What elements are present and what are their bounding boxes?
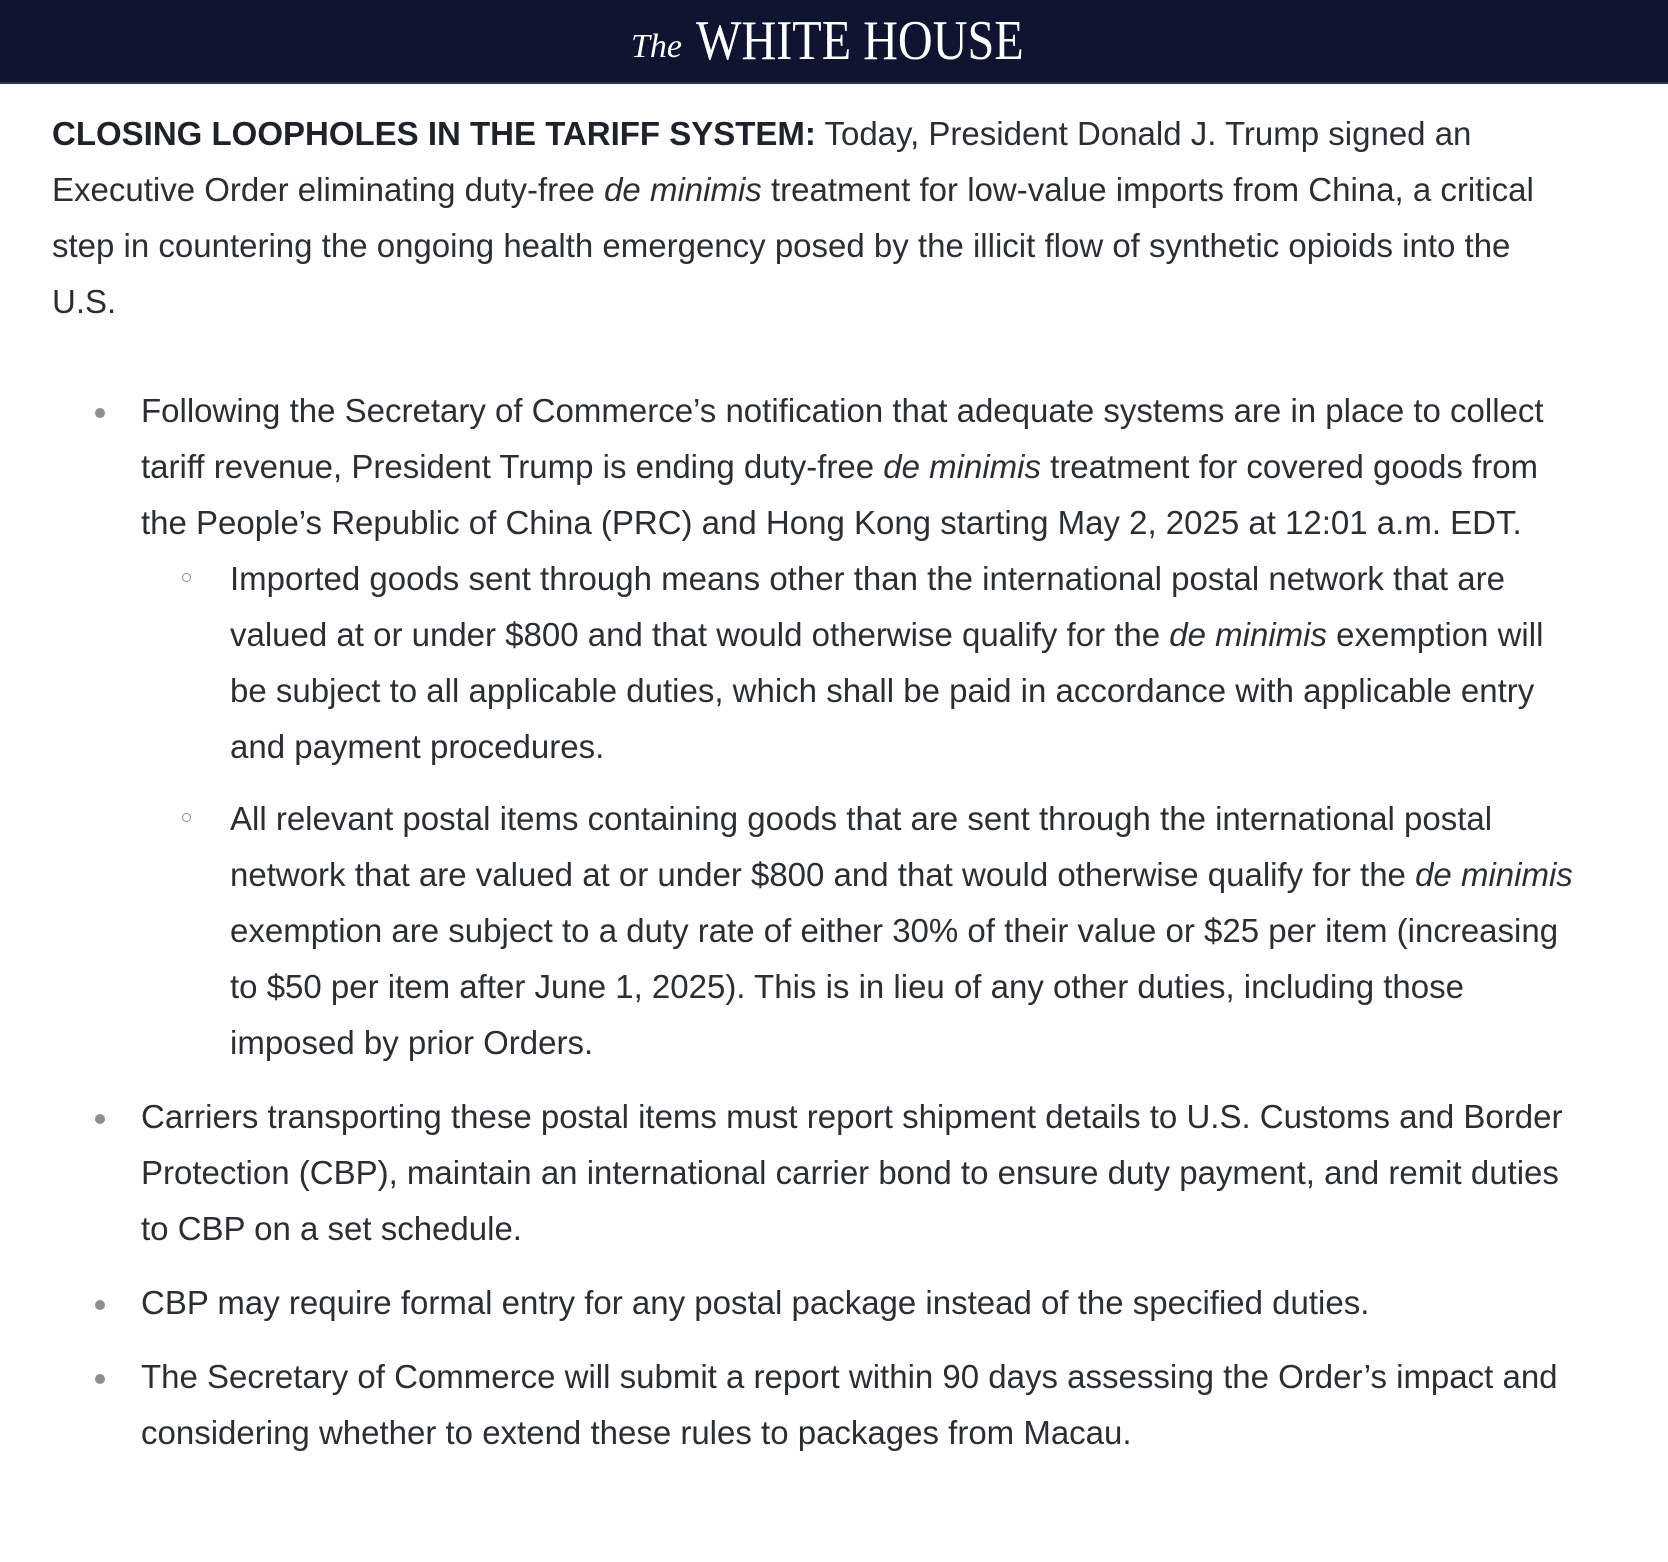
sub-2-italic-1: de minimis (1415, 856, 1573, 893)
sub-2-text-1: All relevant postal items containing goods that are sent through the international postal network that are valued at or under $800 and that would otherwise qualify for the (230, 800, 1493, 893)
bullet-4-text: The Secretary of Commerce will submit a report within 90 days assessing the Order’s impact and considering whether to extend these rules to packages from Macau. (141, 1358, 1558, 1451)
article-body (0, 84, 1668, 1461)
bullet-item-1 (52, 383, 1580, 1071)
bullet-1-text-1: Following the Secretary of Commerce’s notification that adequate systems are in place to collect tariff revenue, President Trump is ending duty-free (141, 392, 1544, 485)
bullet-1-italic-1: de minimis (883, 448, 1041, 485)
sub-1-italic-1: de minimis (1169, 616, 1327, 653)
intro-paragraph (52, 106, 1580, 330)
sub-bullet-item-2 (141, 791, 1580, 1071)
sub-bullet-item-1 (141, 551, 1580, 775)
site-header (0, 0, 1668, 84)
intro-italic-1: de minimis (604, 171, 762, 208)
logo-the: The (630, 28, 682, 65)
bullet-item-4 (52, 1349, 1580, 1461)
white-house-logo[interactable] (631, 9, 1037, 73)
bullet-item-2 (52, 1089, 1580, 1257)
sub-bullet-list (141, 551, 1580, 1071)
sub-1-text-2: exemption will be subject to all applicable duties, which shall be paid in accordance with applicable entry and payment procedures. (230, 616, 1544, 765)
bullet-2-text: Carriers transporting these postal items must report shipment details to U.S. Customs and Border Protection (CBP), maintain an international carrier bond to ensure duty payment, and remit duties to CBP on a set schedule. (141, 1098, 1563, 1247)
bullet-list (52, 383, 1580, 1461)
bullet-1-text-2: treatment for covered goods from the People’s Republic of China (PRC) and Hong Kong starting May 2, 2025 at 12:01 a.m. EDT. (141, 448, 1539, 541)
intro-heading: CLOSING LOOPHOLES IN THE TARIFF SYSTEM: (52, 115, 816, 152)
sub-1-text-1: Imported goods sent through means other than the international postal network that are valued at or under $800 and that would otherwise qualify for the (230, 560, 1505, 653)
bullet-item-3 (52, 1275, 1580, 1331)
intro-text-2: treatment for low-value imports from China, a critical step in countering the ongoing health emergency posed by the illicit flow of synthetic opioids into the U.S. (52, 171, 1534, 320)
sub-2-text-2: exemption are subject to a duty rate of either 30% of their value or $25 per item (increasing to $50 per item after June 1, 2025). This is in lieu of any other duties, including those imposed by prior Orders. (230, 912, 1559, 1061)
logo-main: WHITE HOUSE (695, 10, 1024, 72)
bullet-3-text: CBP may require formal entry for any postal package instead of the specified duties. (141, 1284, 1370, 1321)
intro-text-1: Today, President Donald J. Trump signed an Executive Order eliminating duty-free (52, 115, 1472, 208)
